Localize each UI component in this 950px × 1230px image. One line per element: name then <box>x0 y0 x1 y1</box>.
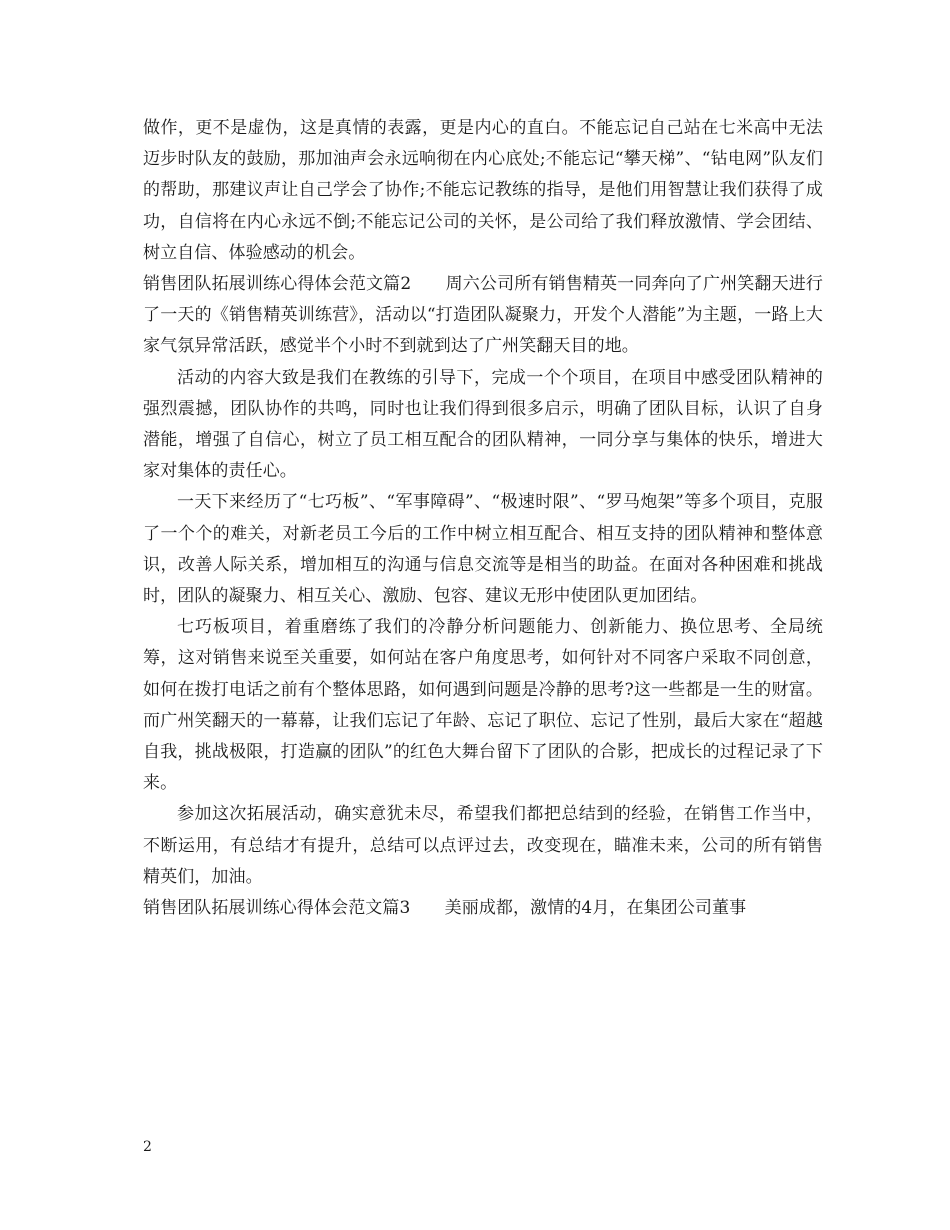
document-body <box>143 113 823 924</box>
paragraph-activity-content: 活动的内容大致是我们在教练的引导下，完成一个个项目，在项目中感受团队精神的强烈震撼，团队协作的共鸣，同时也让我们得到很多启示，明确了团队目标，认识了自身潜能，增强了自信心，树立了员工相互配合的团队精神，一同分享与集体的快乐，增进大家对集体的责任心。 <box>143 367 823 482</box>
paragraph-projects: 一天下来经历了“七巧板”、“军事障碍”、“极速时限”、“罗马炮架”等多个项目，克服了一个个的难关，对新老员工今后的工作中树立相互配合、相互支持的团队精神和整体意识，改善人际关系，增加相互的沟通与信息交流等是相当的助益。在面对各种困难和挑战时，团队的凝聚力、相互关心、激励、包容、建议无形中使团队更加团结。 <box>143 492 823 607</box>
paragraph-essay-2-heading: 销售团队拓展训练心得体会范文篇2 周六公司所有销售精英一同奔向了广州笑翻天进行了一天的《销售精英训练营》，活动以“打造团队凝聚力，开发个人潜能”为主题，一路上大家气氛异常活跃，感觉半个小时不到就到达了广州笑翻天目的地。 <box>143 274 823 357</box>
paragraph-essay-3-heading: 销售团队拓展训练心得体会范文篇3 美丽成都，激情的4月，在集团公司董事 <box>143 898 747 919</box>
paragraph-intro-continuation: 做作，更不是虚伪，这是真情的表露，更是内心的直白。不能忘记自己站在七米高中无法迈步时队友的鼓励，那加油声会永远响彻在内心底处;不能忘记“攀天梯”、“钻电网”队友们的帮助，那建议声让自己学会了协作;不能忘记教练的指导，是他们用智慧让我们获得了成功，自信将在内心永远不倒;不能忘记公司的关怀，是公司给了我们释放激情、学会团结、树立自信、体验感动的机会。 <box>143 118 823 263</box>
paragraph-conclusion: 参加这次拓展活动，确实意犹未尽，希望我们都把总结到的经验，在销售工作当中，不断运用，有总结才有提升，总结可以点评过去，改变现在，瞄准未来，公司的所有销售精英们，加油。 <box>143 804 823 887</box>
page-number: 2 <box>143 1139 152 1155</box>
paragraph-tangram-project: 七巧板项目，着重磨练了我们的冷静分析问题能力、创新能力、换位思考、全局统筹，这对销售来说至关重要，如何站在客户角度思考，如何针对不同客户采取不同创意，如何在拨打电话之前有个整体思路，如何遇到问题是冷静的思考?这一些都是一生的财富。而广州笑翻天的一幕幕，让我们忘记了年龄、忘记了职位、忘记了性别，最后大家在“超越自我，挑战极限，打造赢的团队”的红色大舞台留下了团队的合影，把成长的过程记录了下来。 <box>143 617 823 794</box>
